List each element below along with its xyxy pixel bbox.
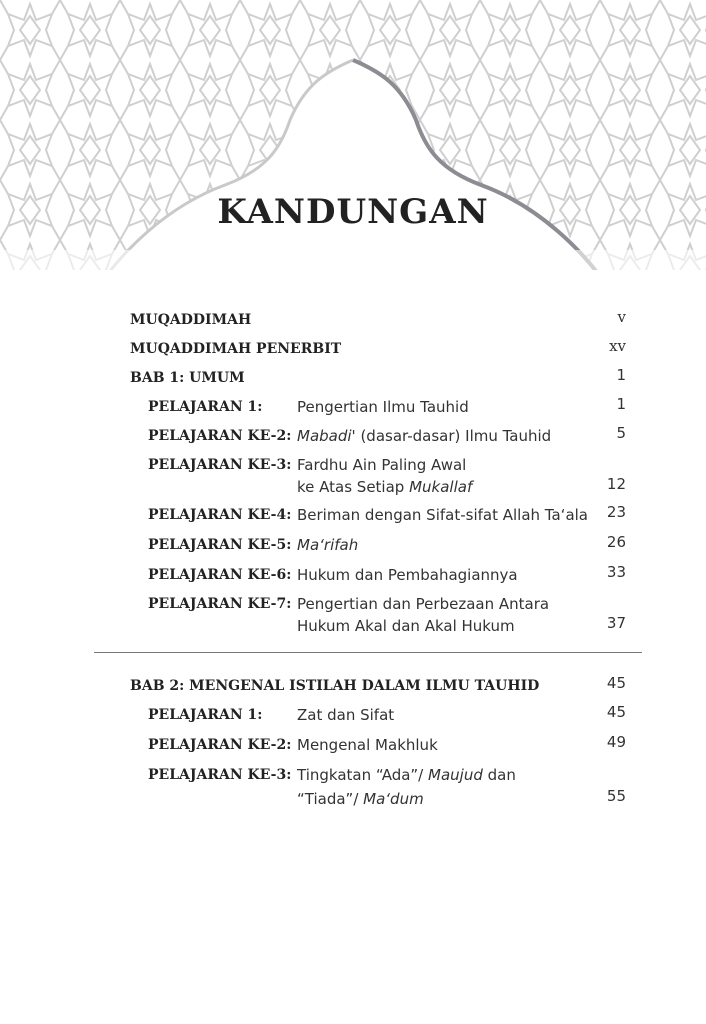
toc-lesson-page: 5 — [616, 424, 626, 442]
toc-lesson-title: Zat dan Sifat — [297, 706, 395, 724]
toc-lesson-page: 37 — [606, 614, 626, 632]
toc-entry-muqaddimah-penerbit-label: MUQADDIMAH PENERBIT — [130, 341, 342, 357]
toc-lesson-title-line1-italic: Maujud — [428, 766, 483, 784]
toc-lesson-title-rest: (dasar-dasar) Ilmu Tauhid — [355, 427, 552, 445]
toc-lesson-title-line2-text: ke Atas Setiap — [297, 478, 410, 496]
toc-lesson-page: 26 — [606, 533, 626, 551]
toc-lesson-title-italic: Ma‘rifah — [297, 536, 359, 554]
toc-lesson-label: PELAJARAN KE-2: — [148, 428, 292, 444]
toc-lesson-title-line1-b: dan — [482, 766, 516, 784]
toc-lesson-title — [297, 533, 358, 557]
toc-lesson-page: 45 — [606, 703, 626, 721]
toc-lesson-label: PELAJARAN KE-6: — [148, 567, 292, 583]
toc-lesson-label: PELAJARAN KE-4: — [148, 507, 292, 523]
toc-chapter-1-label: BAB 1: UMUM — [130, 370, 245, 386]
toc-lesson-title: Pengertian Ilmu Tauhid — [297, 398, 469, 416]
toc-lesson-label: PELAJARAN KE-2: — [148, 737, 292, 753]
toc-lesson-label: PELAJARAN KE-3: — [148, 767, 292, 783]
toc-lesson-title-line2 — [297, 787, 424, 811]
toc-lesson-title: Hukum dan Pembahagiannya — [297, 566, 518, 584]
toc-lesson-label: PELAJARAN KE-7: — [148, 596, 292, 612]
toc-lesson-title-line1 — [297, 763, 516, 787]
page-title: KANDUNGAN — [217, 192, 489, 232]
toc-lesson-label: PELAJARAN 1: — [148, 707, 263, 723]
section-divider — [94, 652, 642, 653]
toc-lesson-title-line1: Fardhu Ain Paling Awal — [297, 456, 467, 474]
toc-lesson-title-italic: Mabadi' — [297, 427, 356, 445]
toc-entry-muqaddimah-penerbit-page: xv — [609, 337, 626, 355]
toc-entry-muqaddimah-page: v — [617, 308, 626, 326]
toc-lesson-page: 33 — [606, 563, 626, 581]
toc-lesson-title-line2 — [297, 475, 472, 499]
toc-lesson-title-line2: Hukum Akal dan Akal Hukum — [297, 617, 515, 635]
toc-lesson-page: 49 — [606, 733, 626, 751]
toc-lesson-label: PELAJARAN KE-3: — [148, 457, 292, 473]
toc-lesson-title: Beriman dengan Sifat-sifat Allah Ta‘ala — [297, 506, 588, 524]
toc-lesson-title-line2-a: “Tiada”/ — [297, 790, 364, 808]
toc-lesson-title-line2-italic: Mukallaf — [409, 478, 473, 496]
toc-lesson-page: 1 — [616, 395, 626, 413]
toc-lesson-title: Mengenal Makhluk — [297, 736, 438, 754]
toc-chapter-1-page: 1 — [616, 366, 626, 384]
toc-lesson-label: PELAJARAN 1: — [148, 399, 263, 415]
toc-lesson-title — [297, 424, 551, 448]
toc-lesson-label: PELAJARAN KE-5: — [148, 537, 292, 553]
toc-lesson-page: 12 — [606, 475, 626, 493]
toc-entry-muqaddimah-label: MUQADDIMAH — [130, 312, 252, 328]
toc-lesson-title-line1-a: Tingkatan “Ada”/ — [297, 766, 429, 784]
toc-chapter-2-label: BAB 2: MENGENAL ISTILAH DALAM ILMU TAUHID — [130, 678, 540, 694]
toc-lesson-page: 55 — [606, 787, 626, 805]
toc-chapter-2-page: 45 — [606, 674, 626, 692]
toc-lesson-title-line2-italic: Ma‘dum — [363, 790, 424, 808]
toc-lesson-title-line1: Pengertian dan Perbezaan Antara — [297, 595, 550, 613]
toc-lesson-page: 23 — [606, 503, 626, 521]
